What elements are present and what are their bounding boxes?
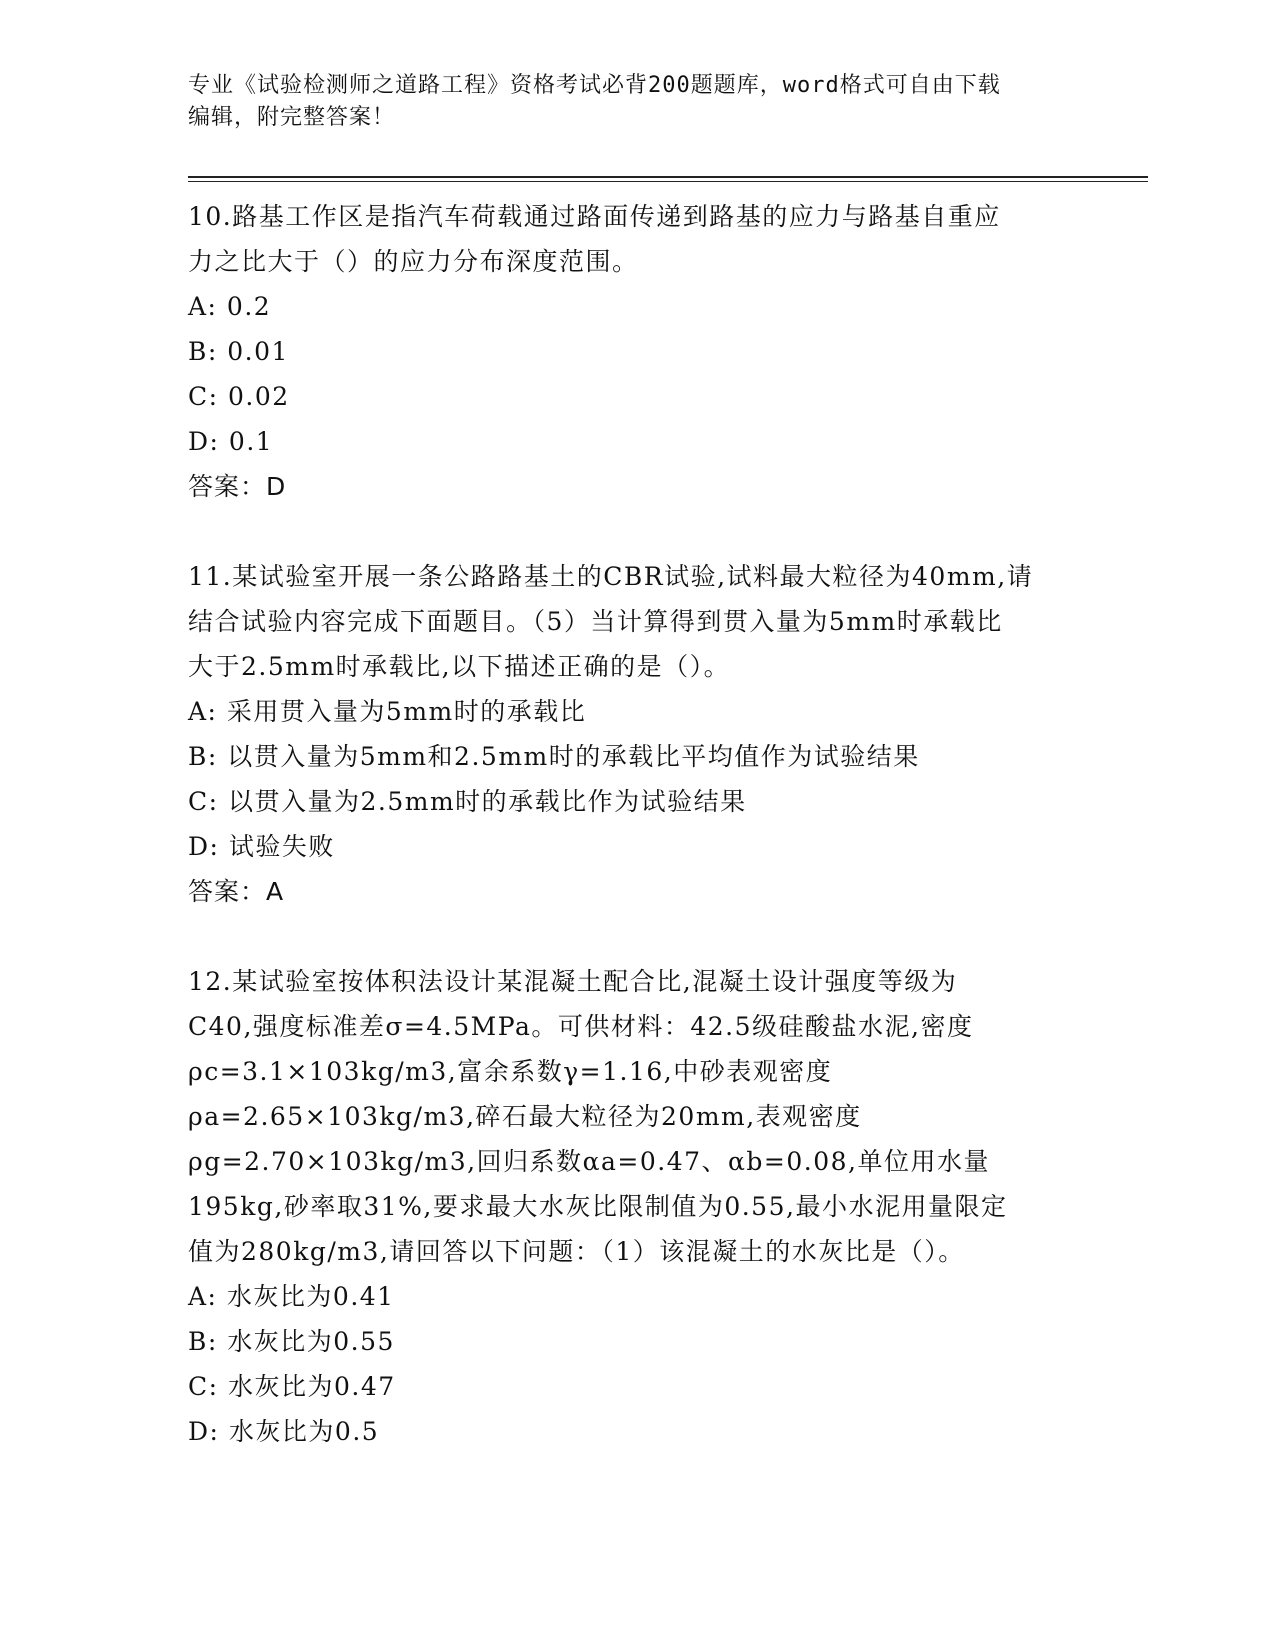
option-d: D: 试验失败 (188, 832, 335, 861)
question-stem-line: 值为280kg/m3,请回答以下问题：（1）该混凝土的水灰比是（）。 (188, 1237, 965, 1266)
question-stem-line: ρc=3.1×103kg/m3,富余系数γ=1.16,中砂表观密度 (188, 1057, 833, 1086)
question-stem-line: 12.某试验室按体积法设计某混凝土配合比,混凝土设计强度等级为 (188, 967, 958, 996)
header-line-1: 专业《试验检测师之道路工程》资格考试必背200题题库，word格式可自由下载 (188, 73, 1001, 98)
option-a: A: 0.2 (188, 292, 272, 321)
question-stem-line: C40,强度标准差σ=4.5MPa。可供材料：42.5级硅酸盐水泥,密度 (188, 1012, 974, 1041)
question-12 (188, 959, 1148, 1454)
answer: 答案：A (188, 877, 285, 906)
question-stem-line: 195kg,砂率取31%,要求最大水灰比限制值为0.55,最小水泥用量限定 (188, 1192, 1008, 1221)
answer: 答案：D (188, 472, 287, 501)
question-11 (188, 554, 1148, 914)
question-stem-line: 力之比大于（）的应力分布深度范围。 (188, 247, 639, 276)
question-10 (188, 194, 1148, 509)
option-a: A: 水灰比为0.41 (188, 1282, 395, 1311)
question-stem-line: ρa=2.65×103kg/m3,碎石最大粒径为20mm,表观密度 (188, 1102, 862, 1131)
question-stem-line: 大于2.5mm时承载比,以下描述正确的是（）。 (188, 652, 731, 681)
question-stem-line: 结合试验内容完成下面题目。（5）当计算得到贯入量为5mm时承载比 (188, 607, 1003, 636)
option-c: C: 以贯入量为2.5mm时的承载比作为试验结果 (188, 787, 747, 816)
header-line-2: 编辑，附完整答案！ (188, 105, 396, 130)
option-b: B: 水灰比为0.55 (188, 1327, 395, 1356)
question-stem-line: 11.某试验室开展一条公路路基土的CBR试验,试料最大粒径为40mm,请 (188, 562, 1034, 591)
option-b: B: 0.01 (188, 337, 289, 366)
option-d: D: 0.1 (188, 427, 274, 456)
option-a: A: 采用贯入量为5mm时的承载比 (188, 697, 587, 726)
question-stem-line: ρg=2.70×103kg/m3,回归系数αa=0.47、αb=0.08,单位用水量 (188, 1147, 990, 1176)
option-c: C: 0.02 (188, 382, 290, 411)
question-stem-line: 10.路基工作区是指汽车荷载通过路面传递到路基的应力与路基自重应 (188, 202, 1001, 231)
option-c: C: 水灰比为0.47 (188, 1372, 396, 1401)
option-b: B: 以贯入量为5mm和2.5mm时的承载比平均值作为试验结果 (188, 742, 920, 771)
header-divider (188, 176, 1148, 182)
option-d: D: 水灰比为0.5 (188, 1417, 380, 1446)
document-page (188, 70, 1148, 1454)
document-header (188, 70, 1068, 134)
